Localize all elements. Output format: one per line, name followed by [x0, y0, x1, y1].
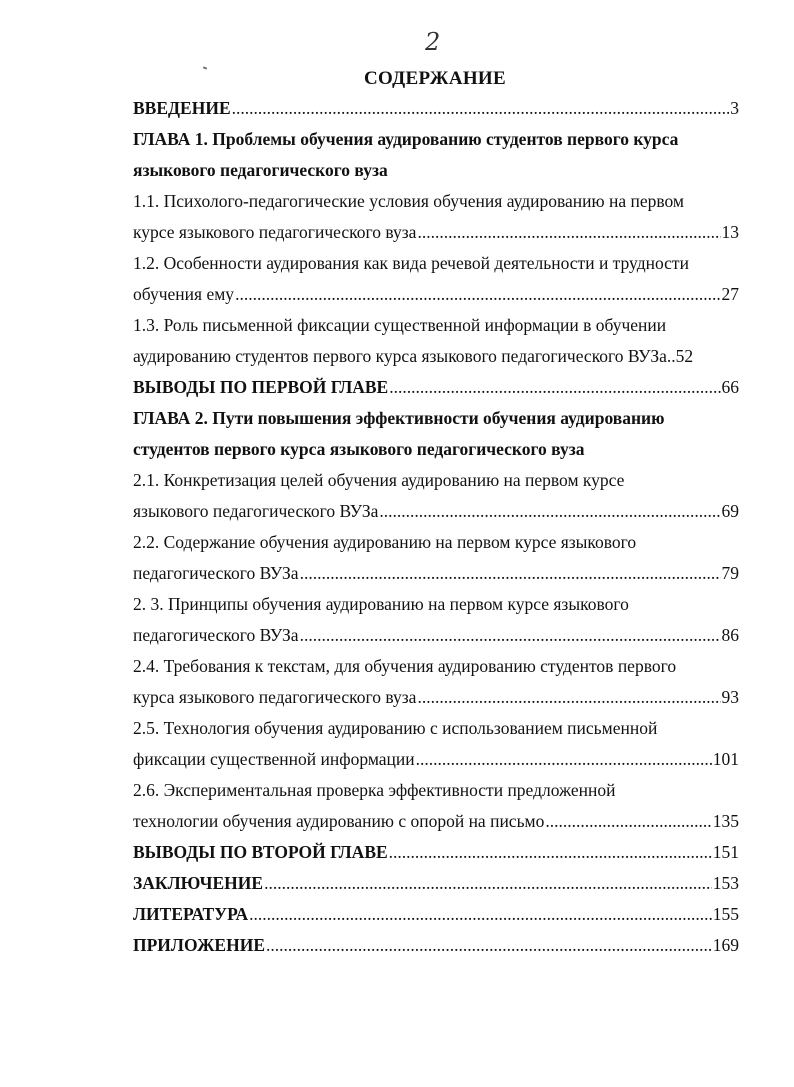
toc-line — [133, 806, 739, 837]
toc-line — [133, 837, 739, 868]
dot-leader — [417, 682, 720, 713]
toc-line — [133, 403, 739, 434]
toc-entry-text: 1.3. Роль письменной фиксации существенной информации в обучении — [133, 315, 667, 335]
toc-entry-text: 2.1. Конкретизация целей обучения аудированию на первом курсе — [133, 470, 625, 490]
toc-entry-text: 2.2. Содержание обучения аудированию на первом курсе языкового — [133, 532, 637, 552]
dot-leader — [417, 217, 720, 248]
toc-line — [133, 558, 739, 589]
dot-leader — [232, 93, 730, 124]
dot-leader — [545, 806, 711, 837]
toc-line — [133, 186, 739, 217]
table-of-contents — [133, 93, 739, 961]
dot-leader — [235, 279, 720, 310]
toc-line — [133, 341, 739, 372]
toc-line — [133, 589, 739, 620]
toc-entry-text: ПРИЛОЖЕНИЕ — [133, 935, 266, 955]
page-number: 2 — [425, 28, 441, 56]
toc-page-number: 13 — [721, 222, 739, 242]
dot-leader — [249, 899, 712, 930]
toc-line — [133, 527, 739, 558]
toc-entry-text: 1.2. Особенности аудирования как вида речевой деятельности и трудности — [133, 253, 689, 273]
toc-entry-text: 2.6. Экспериментальная проверка эффективности предложенной — [133, 780, 616, 800]
toc-page-number: 93 — [721, 687, 739, 707]
toc-page-number: 101 — [712, 749, 739, 769]
toc-line — [133, 372, 739, 403]
toc-line — [133, 620, 739, 651]
toc-entry-text: ВВЕДЕНИЕ — [133, 98, 231, 118]
toc-line — [133, 775, 739, 806]
toc-entry-text: технологии обучения аудированию с опорой на письмо — [133, 811, 545, 831]
toc-line — [133, 682, 739, 713]
toc-line — [133, 93, 739, 124]
toc-page-number: 155 — [712, 904, 739, 924]
dot-leader — [416, 744, 712, 775]
toc-entry-text: 2.5. Технология обучения аудированию с использованием письменной — [133, 718, 658, 738]
toc-page-number: 135 — [712, 811, 739, 831]
toc-line — [133, 434, 739, 465]
toc-page-number: 86 — [721, 625, 739, 645]
toc-line — [133, 744, 739, 775]
toc-entry-text: ЛИТЕРАТУРА — [133, 904, 249, 924]
dot-leader — [300, 558, 721, 589]
toc-entry-text: педагогического ВУЗа — [133, 625, 299, 645]
dot-leader — [266, 930, 712, 961]
toc-page-number: 66 — [721, 377, 739, 397]
toc-entry-text: языкового педагогического ВУЗа — [133, 501, 379, 521]
toc-page-number: 153 — [712, 873, 739, 893]
toc-line — [133, 496, 739, 527]
toc-entry-text: аудированию студентов первого курса языкового педагогического ВУЗа..52 — [133, 346, 694, 366]
toc-entry-text: языкового педагогического вуза — [133, 160, 388, 180]
toc-line — [133, 868, 739, 899]
toc-page-number: 169 — [712, 935, 739, 955]
toc-line — [133, 155, 739, 186]
toc-line — [133, 124, 739, 155]
toc-entry-text: 2.4. Требования к текстам, для обучения аудированию студентов первого — [133, 656, 677, 676]
toc-line — [133, 217, 739, 248]
toc-entry-text: студентов первого курса языкового педагогического вуза — [133, 439, 585, 459]
toc-entry-text: обучения ему — [133, 284, 235, 304]
toc-page-number: 69 — [721, 501, 739, 521]
toc-line — [133, 930, 739, 961]
toc-line — [133, 248, 739, 279]
toc-page-number: 3 — [730, 98, 739, 118]
toc-entry-text: ВЫВОДЫ ПО ПЕРВОЙ ГЛАВЕ — [133, 377, 389, 397]
toc-line — [133, 651, 739, 682]
dot-leader — [264, 868, 712, 899]
toc-entry-text: 1.1. Психолого-педагогические условия обучения аудированию на первом — [133, 191, 685, 211]
toc-line — [133, 465, 739, 496]
dot-leader — [389, 372, 720, 403]
toc-page-number: 27 — [721, 284, 739, 304]
toc-entry-text: курсе языкового педагогического вуза — [133, 222, 417, 242]
toc-line — [133, 310, 739, 341]
toc-entry-text: педагогического ВУЗа — [133, 563, 299, 583]
toc-line — [133, 713, 739, 744]
toc-line — [133, 899, 739, 930]
dot-leader — [389, 837, 712, 868]
toc-page-number: 79 — [721, 563, 739, 583]
toc-entry-text: ВЫВОДЫ ПО ВТОРОЙ ГЛАВЕ — [133, 842, 388, 862]
toc-entry-text: фиксации существенной информации — [133, 749, 415, 769]
toc-entry-text: ГЛАВА 1. Проблемы обучения аудированию студентов первого курса — [133, 129, 679, 149]
toc-page-number: 151 — [712, 842, 739, 862]
toc-line — [133, 279, 739, 310]
toc-entry-text: курса языкового педагогического вуза — [133, 687, 417, 707]
toc-entry-text: ГЛАВА 2. Пути повышения эффективности обучения аудированию — [133, 408, 665, 428]
toc-entry-text: 2. 3. Принципы обучения аудированию на первом курсе языкового — [133, 594, 629, 614]
dot-leader — [379, 496, 720, 527]
toc-entry-text: ЗАКЛЮЧЕНИЕ — [133, 873, 264, 893]
dot-leader — [300, 620, 721, 651]
contents-title: СОДЕРЖАНИЕ — [364, 68, 506, 89]
